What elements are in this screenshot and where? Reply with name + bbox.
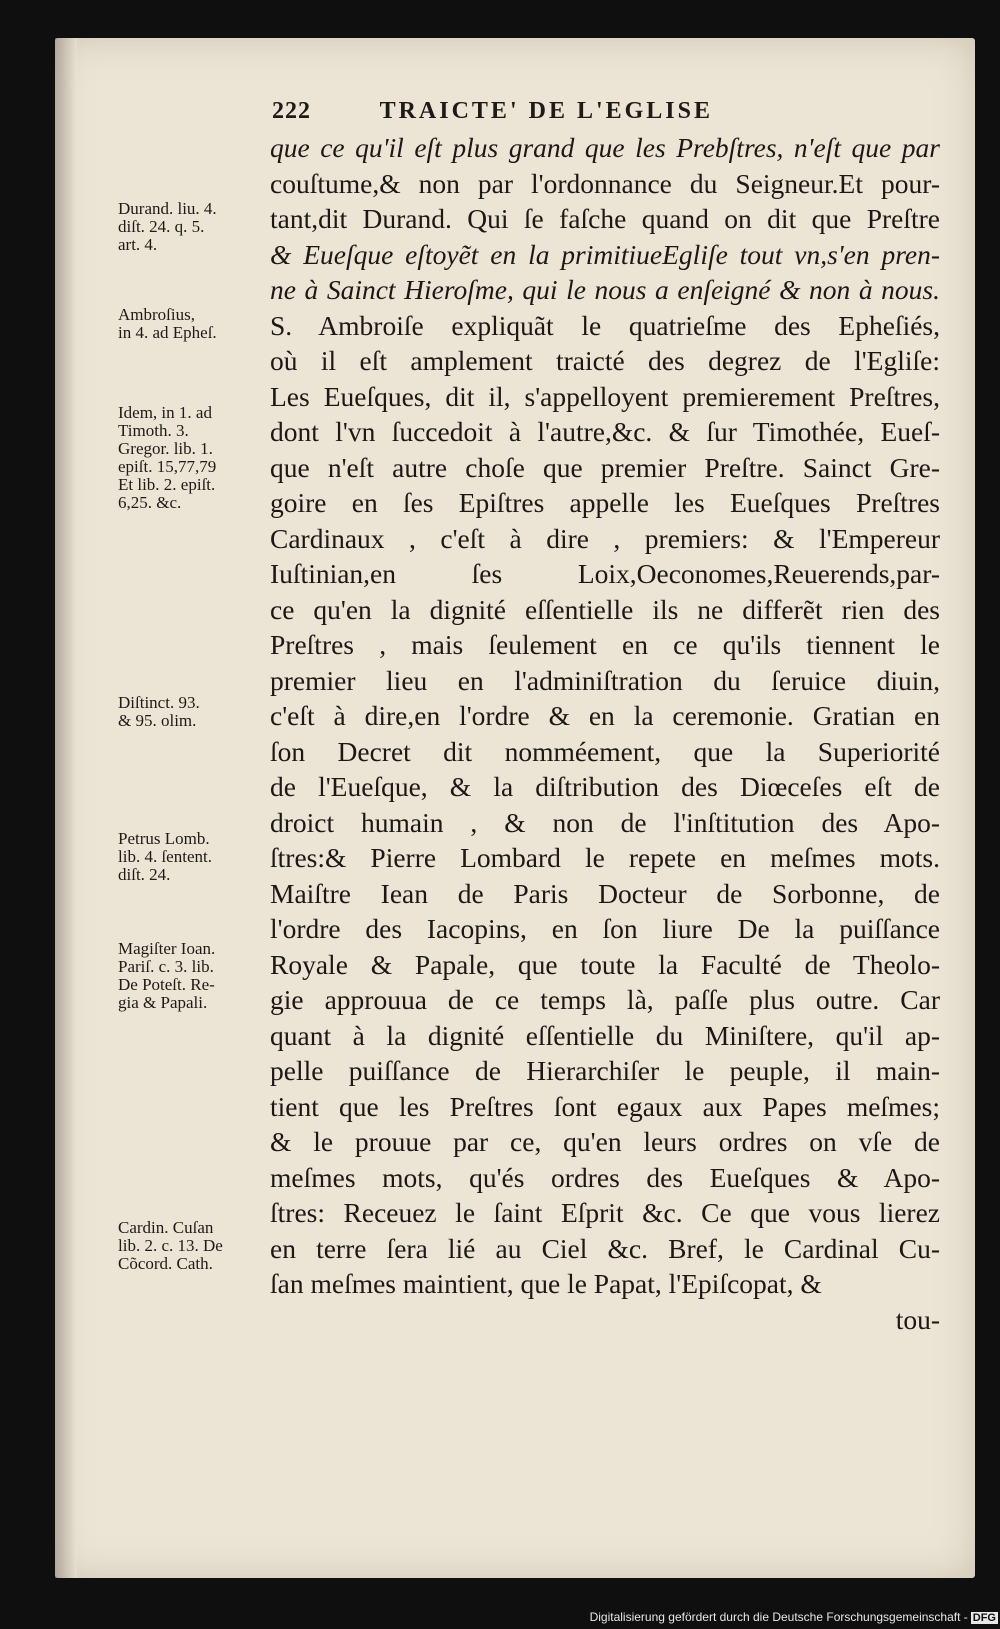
margin-note bbox=[118, 694, 266, 730]
margin-note bbox=[118, 830, 266, 884]
text-line: tou- bbox=[895, 1303, 940, 1335]
margin-note-line: Gregor. lib. 1. bbox=[118, 439, 213, 458]
margin-note-line: Pariſ. c. 3. lib. bbox=[118, 957, 214, 976]
text-line: premier lieu en l'adminiſtration du ſeruice diuin, bbox=[270, 664, 940, 696]
margin-note-line: gia & Papali. bbox=[118, 993, 208, 1012]
margin-note-line: diſt. 24. q. 5. bbox=[118, 217, 205, 236]
text-line: dont l'vn ſuccedoit à l'autre,&c. & ſur Timothée, Eueſ- bbox=[270, 416, 940, 447]
margin-note-line: Petrus Lomb. bbox=[118, 829, 210, 848]
margin-note-line: & 95. olim. bbox=[118, 711, 197, 730]
text-line: que n'eſt autre choſe que premier Preſtre. Sainct Gre- bbox=[270, 451, 940, 483]
digitization-footer bbox=[558, 1610, 998, 1624]
text-line: & Eueſque eſtoyẽt en la primitiueEgliſe tout vn,s'en pren- bbox=[270, 238, 940, 270]
margin-note-line: art. 4. bbox=[118, 235, 158, 254]
running-title: TRAICTE' DE L'EGLISE bbox=[379, 98, 713, 124]
margin-note-line: Timoth. 3. bbox=[118, 421, 189, 440]
text-line: tant,dit Durand. Qui ſe faſche quand on dit que Preſtre bbox=[270, 203, 940, 234]
margin-note-line: Cardin. Cuſan bbox=[118, 1218, 214, 1237]
margin-note-line: epiſt. 15,77,79 bbox=[118, 457, 217, 476]
margin-note-line: Et lib. 2. epiſt. bbox=[118, 475, 216, 494]
text-line: Iuſtinian,en ſes Loix,Oeconomes,Reuerends,par- bbox=[270, 558, 940, 589]
text-line: ne à Sainct Hieroſme, qui le nous a enſeigné & non à nous. bbox=[270, 274, 940, 305]
margin-note-line: in 4. ad Epheſ. bbox=[118, 323, 217, 342]
text-line: ce qu'en la dignité eſſentielle ils ne differẽt rien des bbox=[270, 593, 940, 625]
margin-note bbox=[118, 1219, 266, 1273]
margin-note-line: Diſtinct. 93. bbox=[118, 693, 200, 712]
text-line: ſon Decret dit nomméement, que la Superiorité bbox=[270, 735, 940, 767]
text-line: couſtume,& non par l'ordonnance du Seigneur.Et pour- bbox=[270, 167, 940, 199]
text-line: quant à la dignité eſſentielle du Miniſtere, qu'il ap- bbox=[270, 1019, 940, 1051]
text-line: pelle puiſſance de Hierarchiſer le peuple, il main- bbox=[270, 1055, 940, 1086]
text-line: de l'Eueſque, & la diſtribution des Diœceſes eſt de bbox=[270, 771, 940, 802]
text-line: c'eſt à dire,en l'ordre & en la ceremonie. Gratian en bbox=[270, 700, 940, 731]
margin-note bbox=[118, 306, 266, 342]
margin-note-line: Cõcord. Cath. bbox=[118, 1254, 213, 1273]
margin-note-line: Durand. liu. 4. bbox=[118, 199, 217, 218]
margin-note-line: Magiſter Ioan. bbox=[118, 939, 216, 958]
main-text-block bbox=[270, 130, 940, 1337]
dfg-logo: DFG bbox=[972, 1612, 996, 1624]
margin-note-line: Idem, in 1. ad bbox=[118, 403, 212, 422]
text-line: goire en ſes Epiſtres appelle les Eueſques Preſtres bbox=[270, 487, 940, 518]
text-line: tient que les Preſtres ſont egaux aux Papes meſmes; bbox=[270, 1090, 940, 1122]
text-line: ſtres: Receuez le ſaint Eſprit &c. Ce que vous lierez bbox=[270, 1197, 940, 1228]
text-line: l'ordre des Iacopins, en ſon liure De la puiſſance bbox=[270, 913, 940, 944]
text-line: meſmes mots, qu'és ordres des Eueſques & Apo- bbox=[270, 1161, 940, 1193]
running-header bbox=[272, 98, 932, 125]
margin-note bbox=[118, 940, 266, 1012]
footer-text: Digitalisierung gefördert durch die Deutsche Forschungsgemeinschaft - bbox=[589, 1610, 968, 1624]
text-line: que ce qu'il eſt plus grand que les Prebſtres, n'eſt que par bbox=[270, 132, 940, 163]
margin-note-line: diſt. 24. bbox=[118, 865, 171, 884]
text-line: Maiſtre Iean de Paris Docteur de Sorbonne, de bbox=[270, 877, 940, 909]
text-line: droict humain , & non de l'inſtitution des Apo- bbox=[270, 806, 940, 838]
text-line: Les Eueſques, dit il, s'appelloyent premierement Preſtres, bbox=[270, 380, 940, 412]
page-gutter-shadow bbox=[55, 38, 77, 1578]
margin-note-line: De Poteſt. Re- bbox=[118, 975, 215, 994]
margin-note bbox=[118, 404, 266, 512]
page-number: 222 bbox=[272, 98, 311, 124]
text-line: gie approuua de ce temps là, paſſe plus outre. Car bbox=[270, 984, 940, 1015]
text-line: où il eſt amplement traicté des degrez de l'Egliſe: bbox=[270, 345, 940, 376]
margin-note-line: lib. 4. ſentent. bbox=[118, 847, 212, 866]
text-line: ſan meſmes maintient, que le Papat, l'Epiſcopat, & bbox=[270, 1268, 822, 1299]
margin-note-line: Ambroſius, bbox=[118, 305, 195, 324]
text-line: S. Ambroiſe expliquãt le quatrieſme des Epheſiés, bbox=[270, 309, 940, 341]
text-line: Preſtres , mais ſeulement en ce qu'ils tiennent le bbox=[270, 629, 940, 660]
text-line: en terre ſera lié au Ciel &c. Bref, le Cardinal Cu- bbox=[270, 1232, 940, 1264]
text-line: ſtres:& Pierre Lombard le repete en meſmes mots. bbox=[270, 842, 940, 873]
text-line: Cardinaux , c'eſt à dire , premiers: & l'Empereur bbox=[270, 522, 940, 554]
text-line: Royale & Papale, que toute la Faculté de Theolo- bbox=[270, 948, 940, 980]
margin-note bbox=[118, 200, 266, 254]
text-line: & le prouue par ce, qu'en leurs ordres on vſe de bbox=[270, 1126, 940, 1157]
margin-note-line: lib. 2. c. 13. De bbox=[118, 1236, 223, 1255]
margin-note-line: 6,25. &c. bbox=[118, 493, 182, 512]
